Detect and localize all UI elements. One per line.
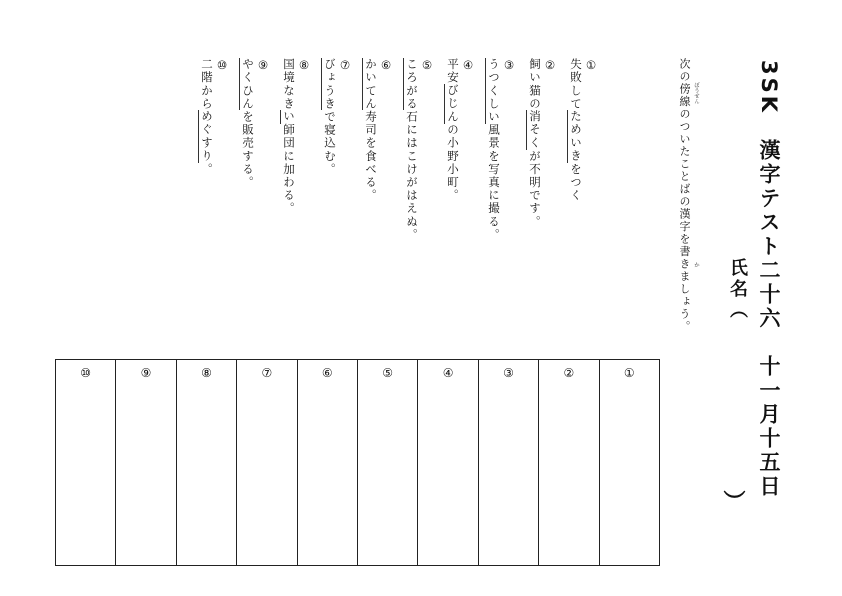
name-label: 氏名（ — [727, 258, 748, 321]
question-target: 消そく — [528, 110, 542, 150]
question-10 — [199, 58, 229, 176]
name-close-paren: ） — [720, 490, 745, 512]
question-2 — [527, 58, 557, 228]
question-target: うつくしい — [487, 58, 501, 124]
question-number: ④ — [461, 58, 475, 74]
answer-cell-2[interactable] — [538, 360, 598, 565]
question-text: 失敗して — [569, 58, 583, 111]
answer-grid — [55, 359, 660, 566]
question-6 — [363, 58, 393, 202]
answer-cell-8[interactable] — [176, 360, 236, 565]
question-5 — [404, 58, 434, 241]
question-8 — [281, 58, 311, 215]
answer-number: ② — [563, 366, 575, 380]
question-target: い — [282, 110, 296, 124]
test-title: 3SK 漢字テスト二十六 十一月十五日 — [757, 60, 781, 500]
question-1 — [568, 58, 598, 202]
question-text: 師団に加わる。 — [282, 123, 296, 216]
answer-cell-7[interactable] — [236, 360, 296, 565]
question-text: 寿司を食べる。 — [364, 110, 378, 203]
answer-number: ③ — [503, 366, 514, 380]
question-number: ⑨ — [256, 58, 270, 74]
question-text: 石にはこけがはえぬ。 — [405, 110, 419, 242]
question-text: 。 — [200, 162, 214, 176]
answer-cell-1[interactable] — [599, 360, 659, 565]
answer-number: ⑦ — [261, 366, 273, 380]
ruby-ka: か — [693, 262, 699, 268]
answer-number: ⑤ — [382, 366, 394, 380]
question-text: を販売する。 — [241, 110, 255, 190]
question-number: ① — [584, 58, 598, 74]
question-4 — [445, 58, 475, 202]
question-target: ころがる — [405, 58, 419, 111]
question-text: が不明です。 — [528, 149, 542, 229]
answer-cell-4[interactable] — [417, 360, 477, 565]
question-number: ⑩ — [215, 58, 229, 74]
question-7 — [322, 58, 352, 176]
question-number: ⑦ — [338, 58, 352, 74]
question-text: 国境なき — [282, 58, 296, 111]
question-text: 二階から — [200, 58, 214, 111]
question-9 — [240, 58, 270, 189]
question-text: 平安 — [446, 58, 460, 85]
answer-number: ⑨ — [140, 366, 152, 380]
question-text: 飼い猫の — [528, 58, 542, 111]
question-text: をつく — [569, 162, 583, 203]
question-target: かいてん — [364, 58, 378, 111]
question-text: 風景を写真に撮る。 — [487, 123, 501, 242]
answer-number: ⑥ — [321, 366, 333, 380]
question-target: ためいき — [569, 110, 583, 163]
question-target: めぐすり — [200, 110, 214, 163]
answer-cell-5[interactable] — [357, 360, 417, 565]
answer-cell-10[interactable] — [56, 360, 115, 565]
ruby-bosen: ぼうせん — [693, 82, 699, 104]
instruction-text: 次の傍線のついたことばの漢字を書きましょう。 — [678, 58, 691, 333]
question-target: やくひん — [241, 58, 255, 111]
question-target: びょうき — [323, 58, 337, 111]
question-3 — [486, 58, 516, 241]
question-text: の小野小町。 — [446, 123, 460, 203]
answer-number: ④ — [442, 366, 454, 380]
answer-cell-3[interactable] — [478, 360, 538, 565]
question-target: びじん — [446, 84, 460, 124]
question-number: ② — [543, 58, 557, 74]
answer-cell-9[interactable] — [115, 360, 175, 565]
answer-number: ⑩ — [80, 366, 92, 380]
answer-number: ① — [623, 366, 635, 380]
question-text: で寝込む。 — [323, 110, 337, 176]
question-number: ⑥ — [379, 58, 393, 74]
answer-cell-6[interactable] — [297, 360, 357, 565]
question-number: ③ — [502, 58, 516, 74]
answer-number: ⑧ — [201, 366, 212, 380]
question-number: ⑧ — [297, 58, 311, 74]
question-number: ⑤ — [420, 58, 434, 74]
